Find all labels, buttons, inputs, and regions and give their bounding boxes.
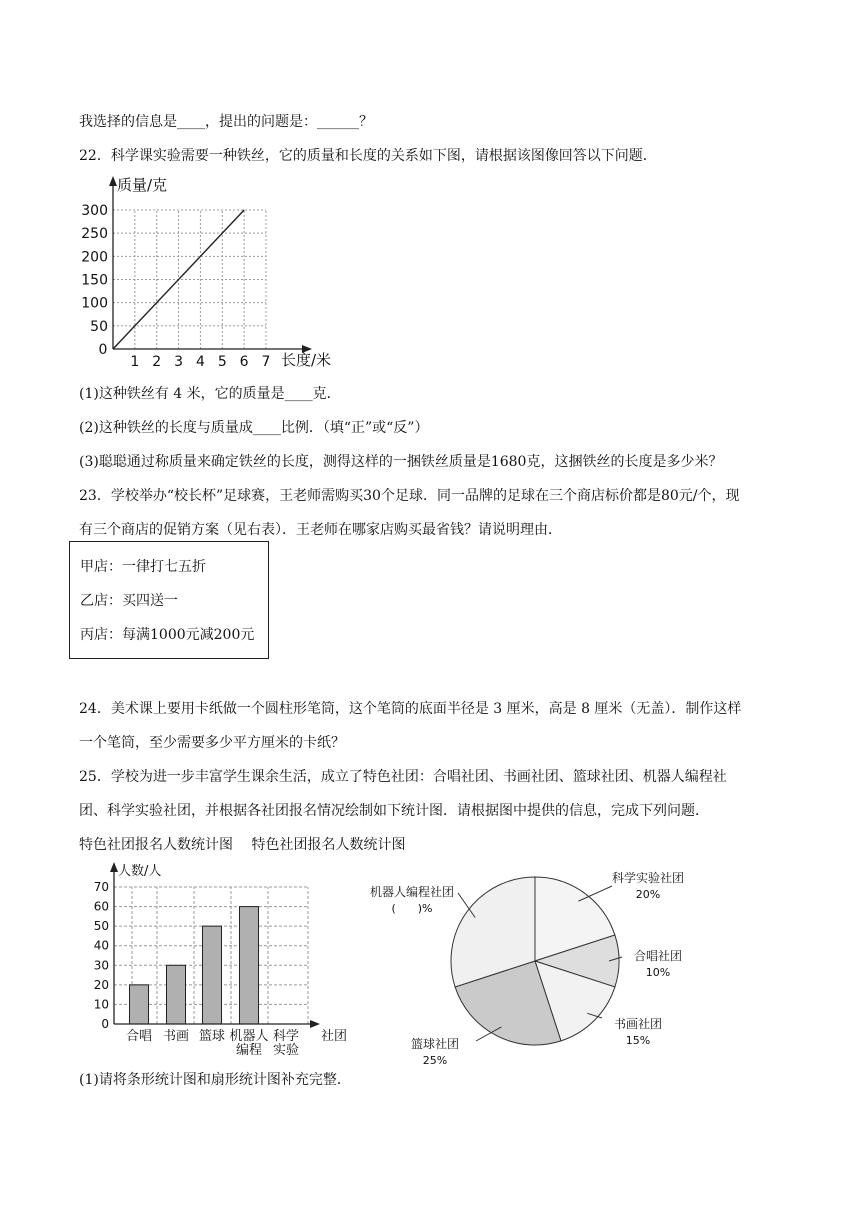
y-tick-label: 250 bbox=[81, 226, 108, 243]
question-22-3: (3)聪聪通过称质量来确定铁丝的长度，测得这样的一捆铁丝质量是1680克，这捆铁丝的长度是多少米？ bbox=[79, 454, 723, 470]
x-tick-label: 5 bbox=[217, 354, 227, 370]
y-axis-label: 人数/人 bbox=[118, 864, 162, 879]
x-tick-label: 7 bbox=[261, 354, 271, 370]
x-tick-label: 1 bbox=[130, 354, 140, 370]
y-tick-label: 10 bbox=[93, 997, 109, 1012]
y-tick-label: 100 bbox=[81, 295, 108, 312]
y-tick-label: 70 bbox=[93, 880, 109, 894]
y-tick-label: 50 bbox=[93, 919, 109, 934]
y-tick-label: 40 bbox=[93, 938, 109, 953]
promo-shop-b: 乙店：买四送一 bbox=[80, 593, 178, 609]
promo-shop-c: 丙店：每满1000元减200元 bbox=[80, 627, 255, 643]
category-label: 书画 bbox=[162, 1029, 190, 1044]
y-tick-label: 60 bbox=[93, 899, 109, 914]
bar bbox=[240, 907, 259, 1024]
y-axis-arrow bbox=[110, 862, 118, 872]
y-tick-label: 50 bbox=[90, 318, 108, 335]
question-25-line2: 团、科学实验社团，并根据各社团报名情况绘制如下统计图．请根据图中提供的信息，完成下列问题． bbox=[79, 803, 709, 819]
bar bbox=[167, 965, 186, 1024]
y-axis-arrow bbox=[109, 176, 117, 186]
y-tick-label: 200 bbox=[81, 249, 108, 266]
bar bbox=[130, 985, 149, 1024]
question-24-line2: 一个笔筒，至少需要多少平方厘米的卡纸？ bbox=[79, 735, 345, 751]
club-bar-chart bbox=[76, 858, 366, 1058]
category-label: 篮球 bbox=[198, 1029, 226, 1044]
answer-line: 我选择的信息是____，提出的问题是：______？ bbox=[79, 114, 373, 130]
bar bbox=[203, 926, 222, 1024]
pie-slice-label: 机器人编程社团 bbox=[369, 885, 455, 899]
promo-shop-a: 甲店：一律打七五折 bbox=[80, 559, 206, 575]
pie-slice-label: 科学实验社团 bbox=[611, 871, 685, 885]
wire-line-chart bbox=[76, 172, 356, 372]
question-22-2: (2)这种铁丝的长度与质量成____比例．（填“正”或“反”） bbox=[79, 420, 429, 436]
pie-slice-percent: 10% bbox=[645, 966, 671, 979]
x-axis-label: 社团 bbox=[320, 1029, 348, 1044]
category-label: 实验 bbox=[272, 1043, 300, 1058]
x-tick-label: 2 bbox=[152, 354, 162, 370]
y-tick-label: 150 bbox=[81, 272, 108, 289]
x-tick-label: 4 bbox=[195, 354, 205, 370]
promo-table bbox=[69, 541, 269, 659]
x-tick-label: 6 bbox=[239, 354, 249, 370]
pie-slice-percent: 15% bbox=[625, 1034, 651, 1047]
y-tick-label: 30 bbox=[93, 958, 109, 973]
question-24-line1: 24．美术课上要用卡纸做一个圆柱形笔筒，这个笔筒的底面半径是 3 厘米，高是 8 厘米（无盖）．制作这样 bbox=[79, 701, 742, 717]
question-22: 22．科学课实验需要一种铁丝，它的质量和长度的关系如下图，请根据该图像回答以下问题． bbox=[79, 148, 657, 164]
category-label: 合唱 bbox=[125, 1029, 153, 1044]
chart-titles: 特色社团报名人数统计图 特色社团报名人数统计图 bbox=[79, 837, 406, 853]
x-axis-label: 长度/米 bbox=[281, 351, 332, 369]
pie-slice-percent: 20% bbox=[635, 888, 661, 901]
pie-slice-label: 篮球社团 bbox=[410, 1037, 460, 1051]
y-axis-label: 质量/克 bbox=[117, 176, 168, 194]
question-23-line1: 23．学校举办“校长杯”足球赛，王老师需购买30个足球．同一品牌的足球在三个商店标价都是80元/个，现 bbox=[79, 488, 740, 504]
pie-slice-label: 合唱社团 bbox=[633, 949, 683, 963]
pie-slice-label: 书画社团 bbox=[613, 1017, 663, 1031]
category-label: 科学 bbox=[272, 1029, 300, 1044]
question-25-1: (1)请将条形统计图和扇形统计图补充完整． bbox=[79, 1072, 351, 1088]
pie-slice-percent: ( )% bbox=[391, 902, 433, 915]
category-label: 编程 bbox=[235, 1043, 263, 1058]
x-axis-arrow bbox=[310, 1020, 320, 1028]
question-23-line2: 有三个商店的促销方案（见右表）．王老师在哪家店购买最省钱？请说明理由． bbox=[79, 522, 562, 538]
pie-slice-percent: 25% bbox=[422, 1054, 448, 1067]
y-tick-label: 0 bbox=[101, 1017, 109, 1031]
category-label: 机器人 bbox=[229, 1029, 269, 1044]
origin-label: 0 bbox=[98, 342, 108, 358]
y-tick-label: 300 bbox=[81, 203, 108, 219]
x-tick-label: 3 bbox=[174, 354, 184, 370]
question-25-line1: 25．学校为进一步丰富学生课余生活，成立了特色社团：合唱社团、书画社团、篮球社团、机器人编程社 bbox=[79, 769, 727, 785]
question-22-1: (1)这种铁丝有 4 米，它的质量是____克． bbox=[79, 386, 341, 402]
y-tick-label: 20 bbox=[93, 977, 109, 992]
club-pie-chart bbox=[340, 858, 730, 1068]
